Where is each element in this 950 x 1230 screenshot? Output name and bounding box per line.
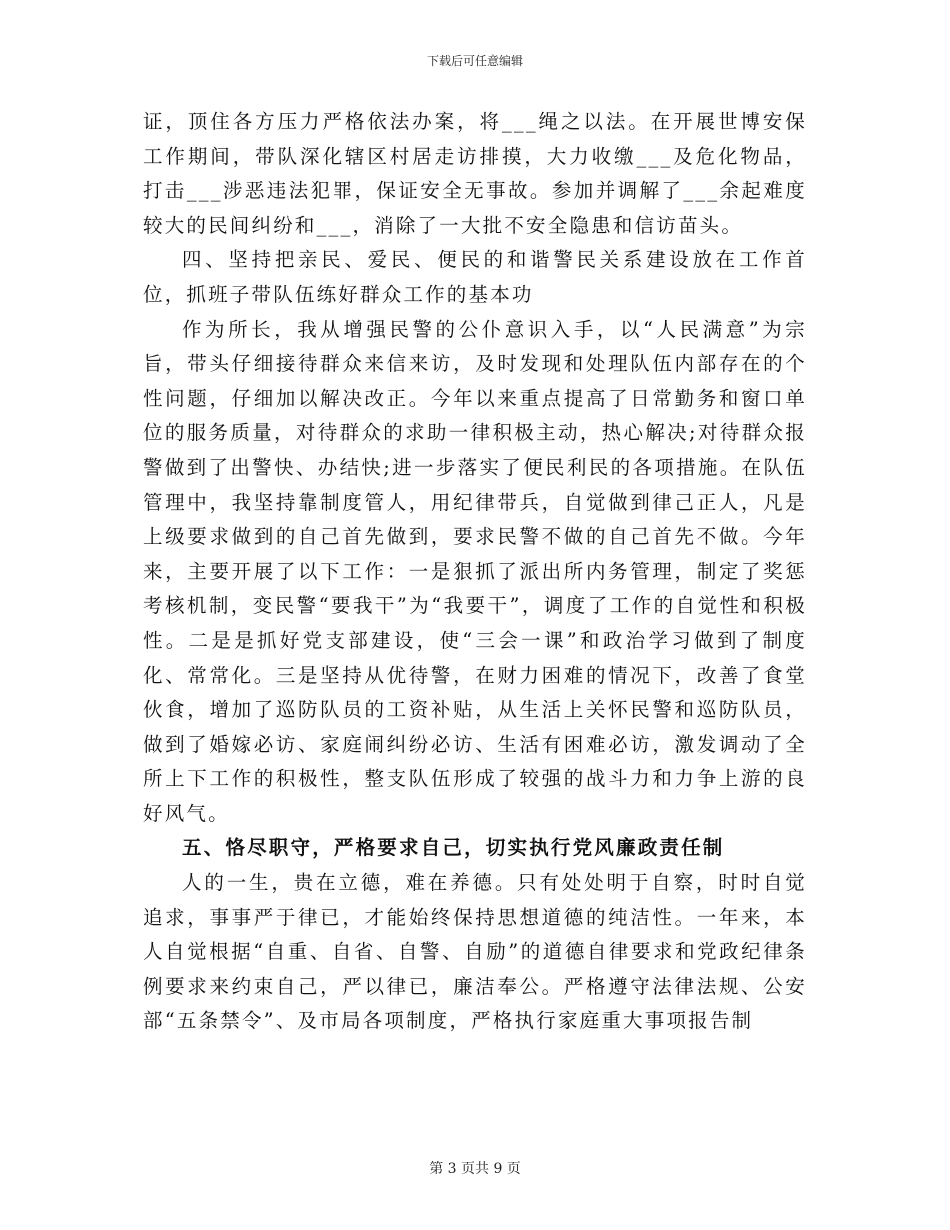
page-number: 第 3 页共 9 页 (429, 1161, 521, 1177)
section-heading-five: 五、恪尽职守，严格要求自己，切实执行党风廉政责任制 (182, 836, 725, 860)
paragraph-team-work: 作为所长，我从增强民警的公仆意识入手，以“人民满意”为宗旨，带头仔细接待群众来信来访，及时发现和处理队伍内部存在的个性问题，仔细加以解决改正。今年以来重点提高了日常勤务和窗口单位的服务质量，对待群众的求助一律积极主动，热心解决;对待群众报警做到了出警快、办结快;进一步落实了便民利民的各项措施。在队伍管理中，我坚持靠制度管人，用纪律带兵，自觉做到律己正人，凡是上级要求做到的自己首先做到，要求民警不做的自己首先不做。今年来，主要开展了以下工作：一是狠抓了派出所内务管理，制定了奖惩考核机制，变民警“要我干”为“我要干”，调度了工作的自觉性和积极性。二是是抓好党支部建设，使“三会一课”和政治学习做到了制度化、常常化。三是坚持从优待警，在财力困难的情况下，改善了食堂伙食，增加了巡防队员的工资补贴，从生活上关怀民警和巡防队员，做到了婚嫁必访、家庭闹纠纷必访、生活有困难必访，激发调动了全所上下工作的积极性，整支队伍形成了较强的战斗力和力争上游的良好风气。 (143, 317, 807, 825)
page-header: 下载后可任意编辑 (426, 54, 523, 68)
paragraph-case-handling: 证，顶住各方压力严格依法办案，将___绳之以法。在开展世博安保工作期间，带队深化辖区村居走访排摸，大力收缴___及危化物品，打击___涉恶违法犯罪，保证安全无事故。参加并调解了___余起难度较大的民间纠纷和___，消除了一大批不安全隐患和信访苗头。 (143, 110, 807, 237)
document-body (143, 105, 807, 1039)
section-heading-four: 四、坚持把亲民、爱民、便民的和谐警民关系建设放在工作首位，抓班子带队伍练好群众工作的基本功 (143, 248, 807, 306)
paragraph-integrity: 人的一生，贵在立德，难在养德。只有处处明于自察，时时自觉追求，事事严于律已，才能始终保持思想道德的纯洁性。一年来，本人自觉根据“自重、自省、自警、自励”的道德自律要求和党政纪律条例要求来约束自己，严以律已，廉洁奉公。严格遵守法律法规、公安部“五条禁令”、及市局各项制度，严格执行家庭重大事项报告制 (143, 871, 807, 1033)
